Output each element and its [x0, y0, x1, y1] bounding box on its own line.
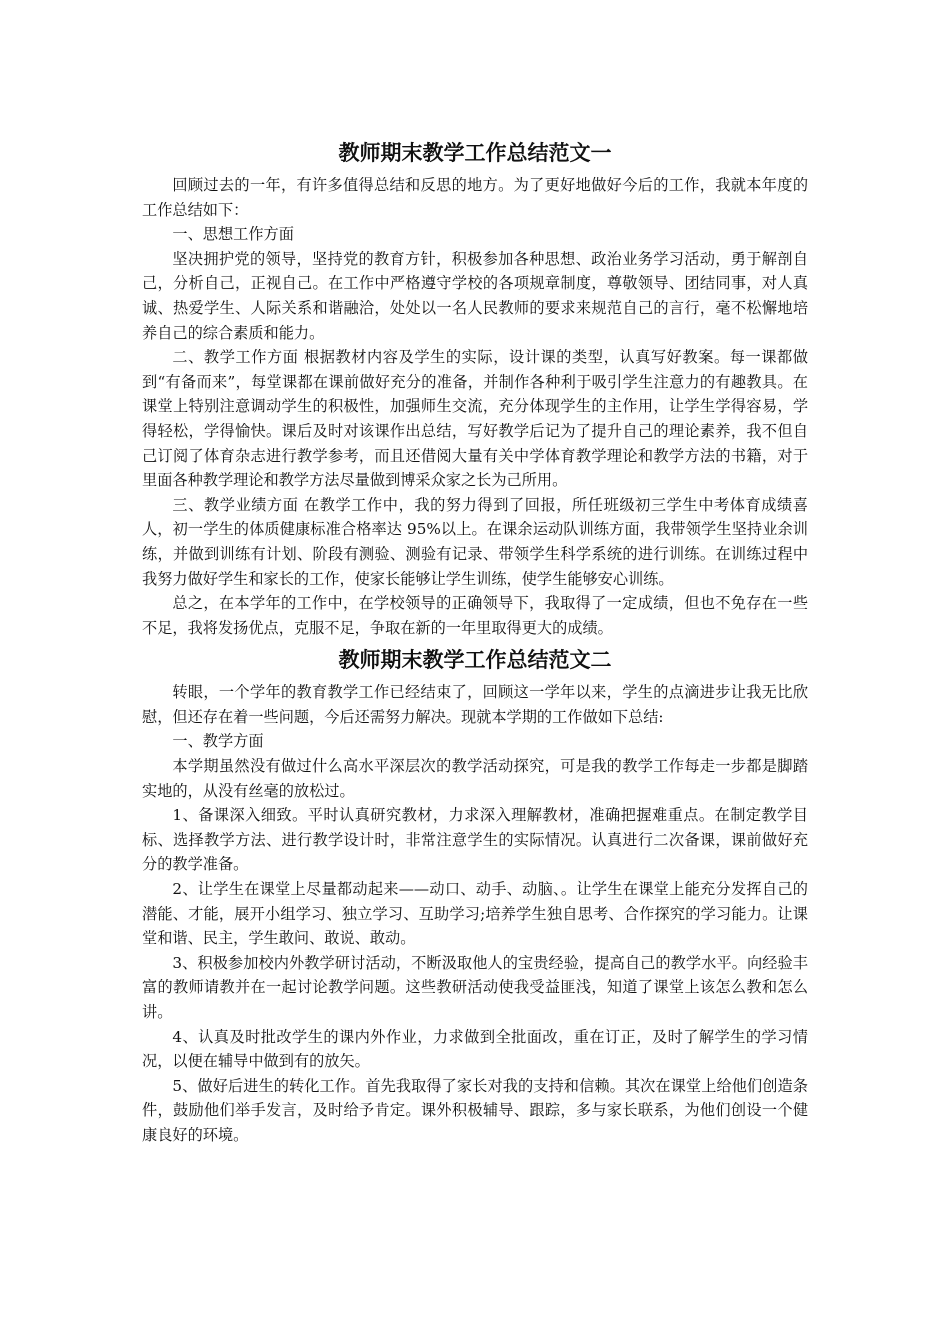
section-title-2: 教师期末教学工作总结范文二	[338, 647, 612, 673]
subheading-teaching: 一、教学方面	[172, 732, 264, 751]
section-title-1: 教师期末教学工作总结范文一	[338, 140, 612, 165]
subheading-thought-work: 一、思想工作方面	[172, 225, 294, 244]
list-item: 4、认真及时批改学生的课内外作业，力求做到全批面改，重在订正，及时了解学生的学习情况，以便在辅导中做到有的放矢。	[142, 1027, 808, 1071]
list-item: 2、让学生在课堂上尽量都动起来——动口、动手、动脑、。让学生在课堂上能充分发挥自己的潜能、才能，展开小组学习、独立学习、互助学习;培养学生独自思考、合作探究的学习能力。让课堂和谐、民主，学生敢问、敢说、敢动。	[142, 880, 808, 948]
paragraph: 二、教学工作方面 根据教材内容及学生的实际，设计课的类型，认真写好教案。每一课都做到“有备而来”，每堂课都在课前做好充分的准备，并制作各种利于吸引学生注意力的有趣教具。在课堂上特别注意调动学生的积极性，加强师生交流，充分体现学生的主作用，让学生学得容易，学得轻松，学得愉快。课后及时对该课作出总结，写好教学后记为了提升自己的理论素养，我不但自己订阅了体育杂志进行教学参考，而且还借阅大量有关中学体育教学理论和教学方法的书籍，对于里面各种教学理论和教学方法尽量做到博采众家之长为己所用。	[142, 348, 808, 490]
paragraph: 转眼，一个学年的教育教学工作已经结束了，回顾这一学年以来，学生的点滴进步让我无比欣慰，但还存在着一些问题，今后还需努力解决。现就本学期的工作做如下总结:	[142, 683, 808, 726]
list-item: 5、做好后进生的转化工作。首先我取得了家长对我的支持和信赖。其次在课堂上给他们创造条件，鼓励他们举手发言，及时给予肯定。课外积极辅导、跟踪，多与家长联系，为他们创设一个健康良好的环境。	[142, 1076, 808, 1144]
paragraph: 三、教学业绩方面 在教学工作中，我的努力得到了回报，所任班级初三学生中考体育成绩喜人，初一学生的体质健康标准合格率达 95%以上。在课余运动队训练方面，我带领学生坚持业余训练，并做到训练有计划、阶段有测验、测验有记录、带领学生科学系统的进行训练。在训练过程中我努力做好学生和家长的工作，使家长能够让学生训练，使学生能够安心训练。	[142, 495, 808, 588]
paragraph: 回顾过去的一年，有许多值得总结和反思的地方。为了更好地做好今后的工作，我就本年度的工作总结如下：	[142, 176, 808, 219]
paragraph: 总之，在本学年的工作中，在学校领导的正确领导下，我取得了一定成绩，但也不免存在一些不足，我将发扬优点，克服不足，争取在新的一年里取得更大的成绩。	[142, 594, 808, 637]
paragraph: 本学期虽然没有做过什么高水平深层次的教学活动探究，可是我的教学工作每走一步都是脚踏实地的，从没有丝毫的放松过。	[142, 757, 808, 800]
document-body	[142, 133, 808, 1148]
list-item: 1、备课深入细致。平时认真研究教材，力求深入理解教材，准确把握难重点。在制定教学目标、选择教学方法、进行教学设计时，非常注意学生的实际情况。认真进行二次备课，课前做好充分的教学准备。	[142, 806, 808, 874]
list-item: 3、积极参加校内外教学研讨活动，不断汲取他人的宝贵经验，提高自己的教学水平。向经验丰富的教师请教并在一起讨论教学问题。这些教研活动使我受益匪浅，知道了课堂上该怎么教和怎么讲。	[142, 953, 808, 1021]
paragraph: 坚决拥护党的领导，坚持党的教育方针，积极参加各种思想、政治业务学习活动，勇于解剖自己，分析自己，正视自己。在工作中严格遵守学校的各项规章制度，尊敬领导、团结同事，对人真诚、热爱学生、人际关系和谐融洽，处处以一名人民教师的要求来规范自己的言行，毫不松懈地培养自己的综合素质和能力。	[142, 249, 808, 342]
